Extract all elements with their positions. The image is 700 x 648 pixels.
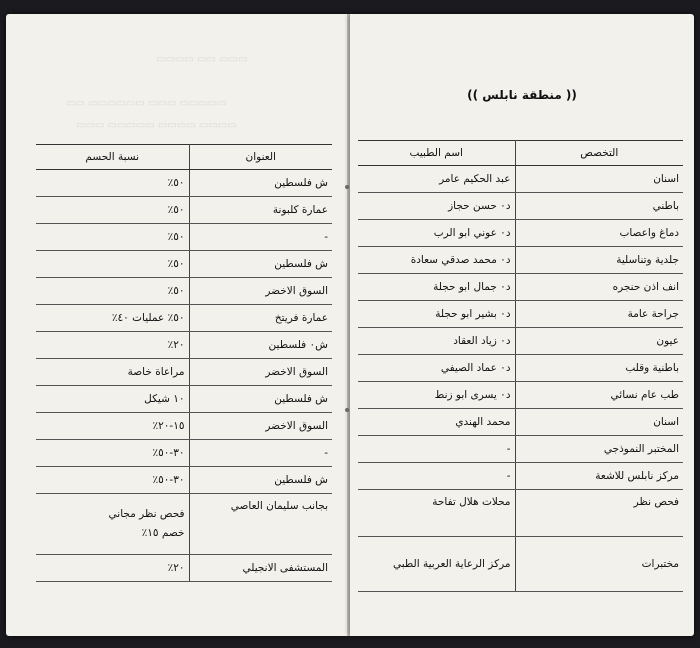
bleed-through-text: ▭▭▭▭▭ ▭▭▭ ▭▭▭▭▭▭ ▭▭ [66,98,227,109]
specialty-cell: مركز نابلس للاشعة [515,463,683,490]
specialty-cell: انف اذن حنجره [515,274,683,301]
specialty-cell: مختبرات [515,537,683,592]
table-row [358,463,683,490]
table-row [36,251,332,278]
table-row [358,490,683,537]
staple-hole [345,408,349,412]
table-row [358,355,683,382]
address-cell: السوق الاخضر [189,278,332,305]
table-row [358,274,683,301]
doctor-cell: مركز الرعاية العربية الطبي [358,537,515,592]
table-row [36,197,332,224]
table-row [358,436,683,463]
specialty-cell: دماغ واعصاب [515,220,683,247]
header-discount: نسبة الحسم [36,145,189,170]
doctor-cell: د٠ عماد الصيفي [358,355,515,382]
specialty-cell: جلدية وتناسلية [515,247,683,274]
table-row [36,170,332,197]
discount-cell: ٢٠٪ [36,332,189,359]
discount-cell: ١٠ شيكل [36,386,189,413]
discount-cell: ٥٠٪ [36,224,189,251]
doctor-cell: د٠ جمال ابو حجلة [358,274,515,301]
table-row [36,555,332,582]
address-cell: ش٠ فلسطين [189,332,332,359]
bleed-through-text: ▭▭▭ ▭▭ ▭▭▭▭ [156,54,248,65]
doctor-cell: د٠ يسرى ابو زنط [358,382,515,409]
left-page [6,14,347,636]
doctor-cell: د٠ محمد صدقي سعادة [358,247,515,274]
doctor-cell: عبد الحكيم عامر [358,166,515,193]
specialty-cell: باطني [515,193,683,220]
discount-cell: ٥٠٪ [36,251,189,278]
table-row [36,413,332,440]
address-cell: المستشفى الانجيلي [189,555,332,582]
discount-cell [36,494,189,555]
discount-cell: ٥٠٪ عمليات ٤٠٪ [36,305,189,332]
table-row [36,224,332,251]
table-row [358,301,683,328]
specialty-cell: اسنان [515,166,683,193]
specialty-cell: جراحة عامة [515,301,683,328]
address-cell: عمارة كلبونة [189,197,332,224]
doctor-cell: د٠ بشير ابو حجلة [358,301,515,328]
table-header-row [36,145,332,170]
table-header-row [358,141,683,166]
table-row [358,247,683,274]
discount-cell: ١٥-٢٠٪ [36,413,189,440]
address-cell: ش فلسطين [189,170,332,197]
table-row [36,332,332,359]
address-cell: السوق الاخضر [189,413,332,440]
page-heading: (( منطقة نابلس )) [467,88,577,102]
discount-cell: ٣٠-٥٠٪ [36,440,189,467]
doctor-cell: محلات هلال تفاحة [358,490,515,537]
address-cell: ش فلسطين [189,467,332,494]
discount-table [36,144,332,582]
doctor-cell: د٠ زياد العقاد [358,328,515,355]
table-row [36,494,332,555]
table-row [358,328,683,355]
doctor-cell: - [358,463,515,490]
table-row [36,386,332,413]
table-row [358,166,683,193]
discount-cell: ٣٠-٥٠٪ [36,467,189,494]
discount-line: فحص نظر مجاني [108,508,185,521]
table-row [358,409,683,436]
specialty-cell: فحص نظر [515,490,683,537]
address-cell: - [189,440,332,467]
address-cell: عمارة فريتخ [189,305,332,332]
discount-cell: ٥٠٪ [36,197,189,224]
discount-cell: ٥٠٪ [36,278,189,305]
specialty-cell: عيون [515,328,683,355]
discount-line: خصم ١٥٪ [141,527,185,539]
discount-cell: ٥٠٪ [36,170,189,197]
table-row [36,278,332,305]
specialty-cell: باطنية وقلب [515,355,683,382]
address-cell: ش فلسطين [189,386,332,413]
specialty-cell: طب عام نسائي [515,382,683,409]
specialty-cell: اسنان [515,409,683,436]
address-cell: السوق الاخضر [189,359,332,386]
table-row [358,537,683,592]
doctor-cell: د٠ عوني ابو الرب [358,220,515,247]
doctor-cell: د٠ حسن حجاز [358,193,515,220]
header-specialty: التخصص [515,141,683,166]
doctor-cell: - [358,436,515,463]
discount-cell: مراعاة خاصة [36,359,189,386]
table-row [36,359,332,386]
address-cell: بجانب سليمان العاصي [189,494,332,555]
specialty-cell: المختبر النموذجي [515,436,683,463]
address-cell: ش فلسطين [189,251,332,278]
header-address: العنوان [189,145,332,170]
right-page [350,14,694,636]
bleed-through-text: ▭▭▭▭ ▭▭▭▭ ▭▭▭▭▭ ▭▭▭ [76,120,237,131]
header-doctor: اسم الطبيب [358,141,515,166]
doctor-cell: محمد الهندي [358,409,515,436]
table-row [36,305,332,332]
doctors-table [358,140,683,592]
table-row [358,193,683,220]
table-row [358,382,683,409]
address-cell: - [189,224,332,251]
table-row [358,220,683,247]
table-row [36,467,332,494]
discount-cell: ٢٠٪ [36,555,189,582]
table-row [36,440,332,467]
staple-hole [345,185,349,189]
